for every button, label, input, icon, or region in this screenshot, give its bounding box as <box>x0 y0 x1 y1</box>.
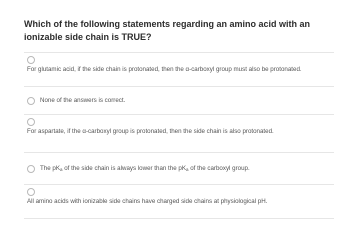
label-text: of the side chain is always lower than the pK <box>62 165 186 172</box>
pka-subscript: a <box>185 167 189 172</box>
radio-button[interactable] <box>27 188 35 196</box>
answer-option-label: For aspartate, if the α-carboxyl group is protonated, then the side chain is also protonated. <box>27 128 274 135</box>
label-text: of the carboxyl group. <box>188 165 250 172</box>
radio-button[interactable] <box>27 165 35 173</box>
answer-option-label: For glutamic acid, if the side chain is protonated, then the α-carboxyl group must also be protonated. <box>27 66 302 73</box>
radio-button[interactable] <box>27 97 35 105</box>
answer-option-none-correct[interactable] <box>24 86 334 114</box>
answer-options <box>24 52 334 219</box>
answer-option-label: None of the answers is correct. <box>40 97 126 104</box>
label-text: The pK <box>40 165 60 172</box>
question-text: Which of the following statements regarding an amino acid with an ionizable side chain is TRUE? <box>24 19 311 42</box>
answer-option-label: All amino acids with ionizable side chains have charged side chains at physiological pH. <box>27 198 268 205</box>
answer-option-label <box>40 164 250 173</box>
radio-button[interactable] <box>27 56 35 64</box>
answer-option-glutamic-acid[interactable] <box>24 52 334 86</box>
radio-button[interactable] <box>27 118 35 126</box>
pka-subscript: a <box>59 167 63 172</box>
answer-option-pka[interactable] <box>24 152 334 184</box>
answer-option-aspartate[interactable] <box>24 114 334 152</box>
answer-option-physiological-ph[interactable] <box>24 184 334 219</box>
